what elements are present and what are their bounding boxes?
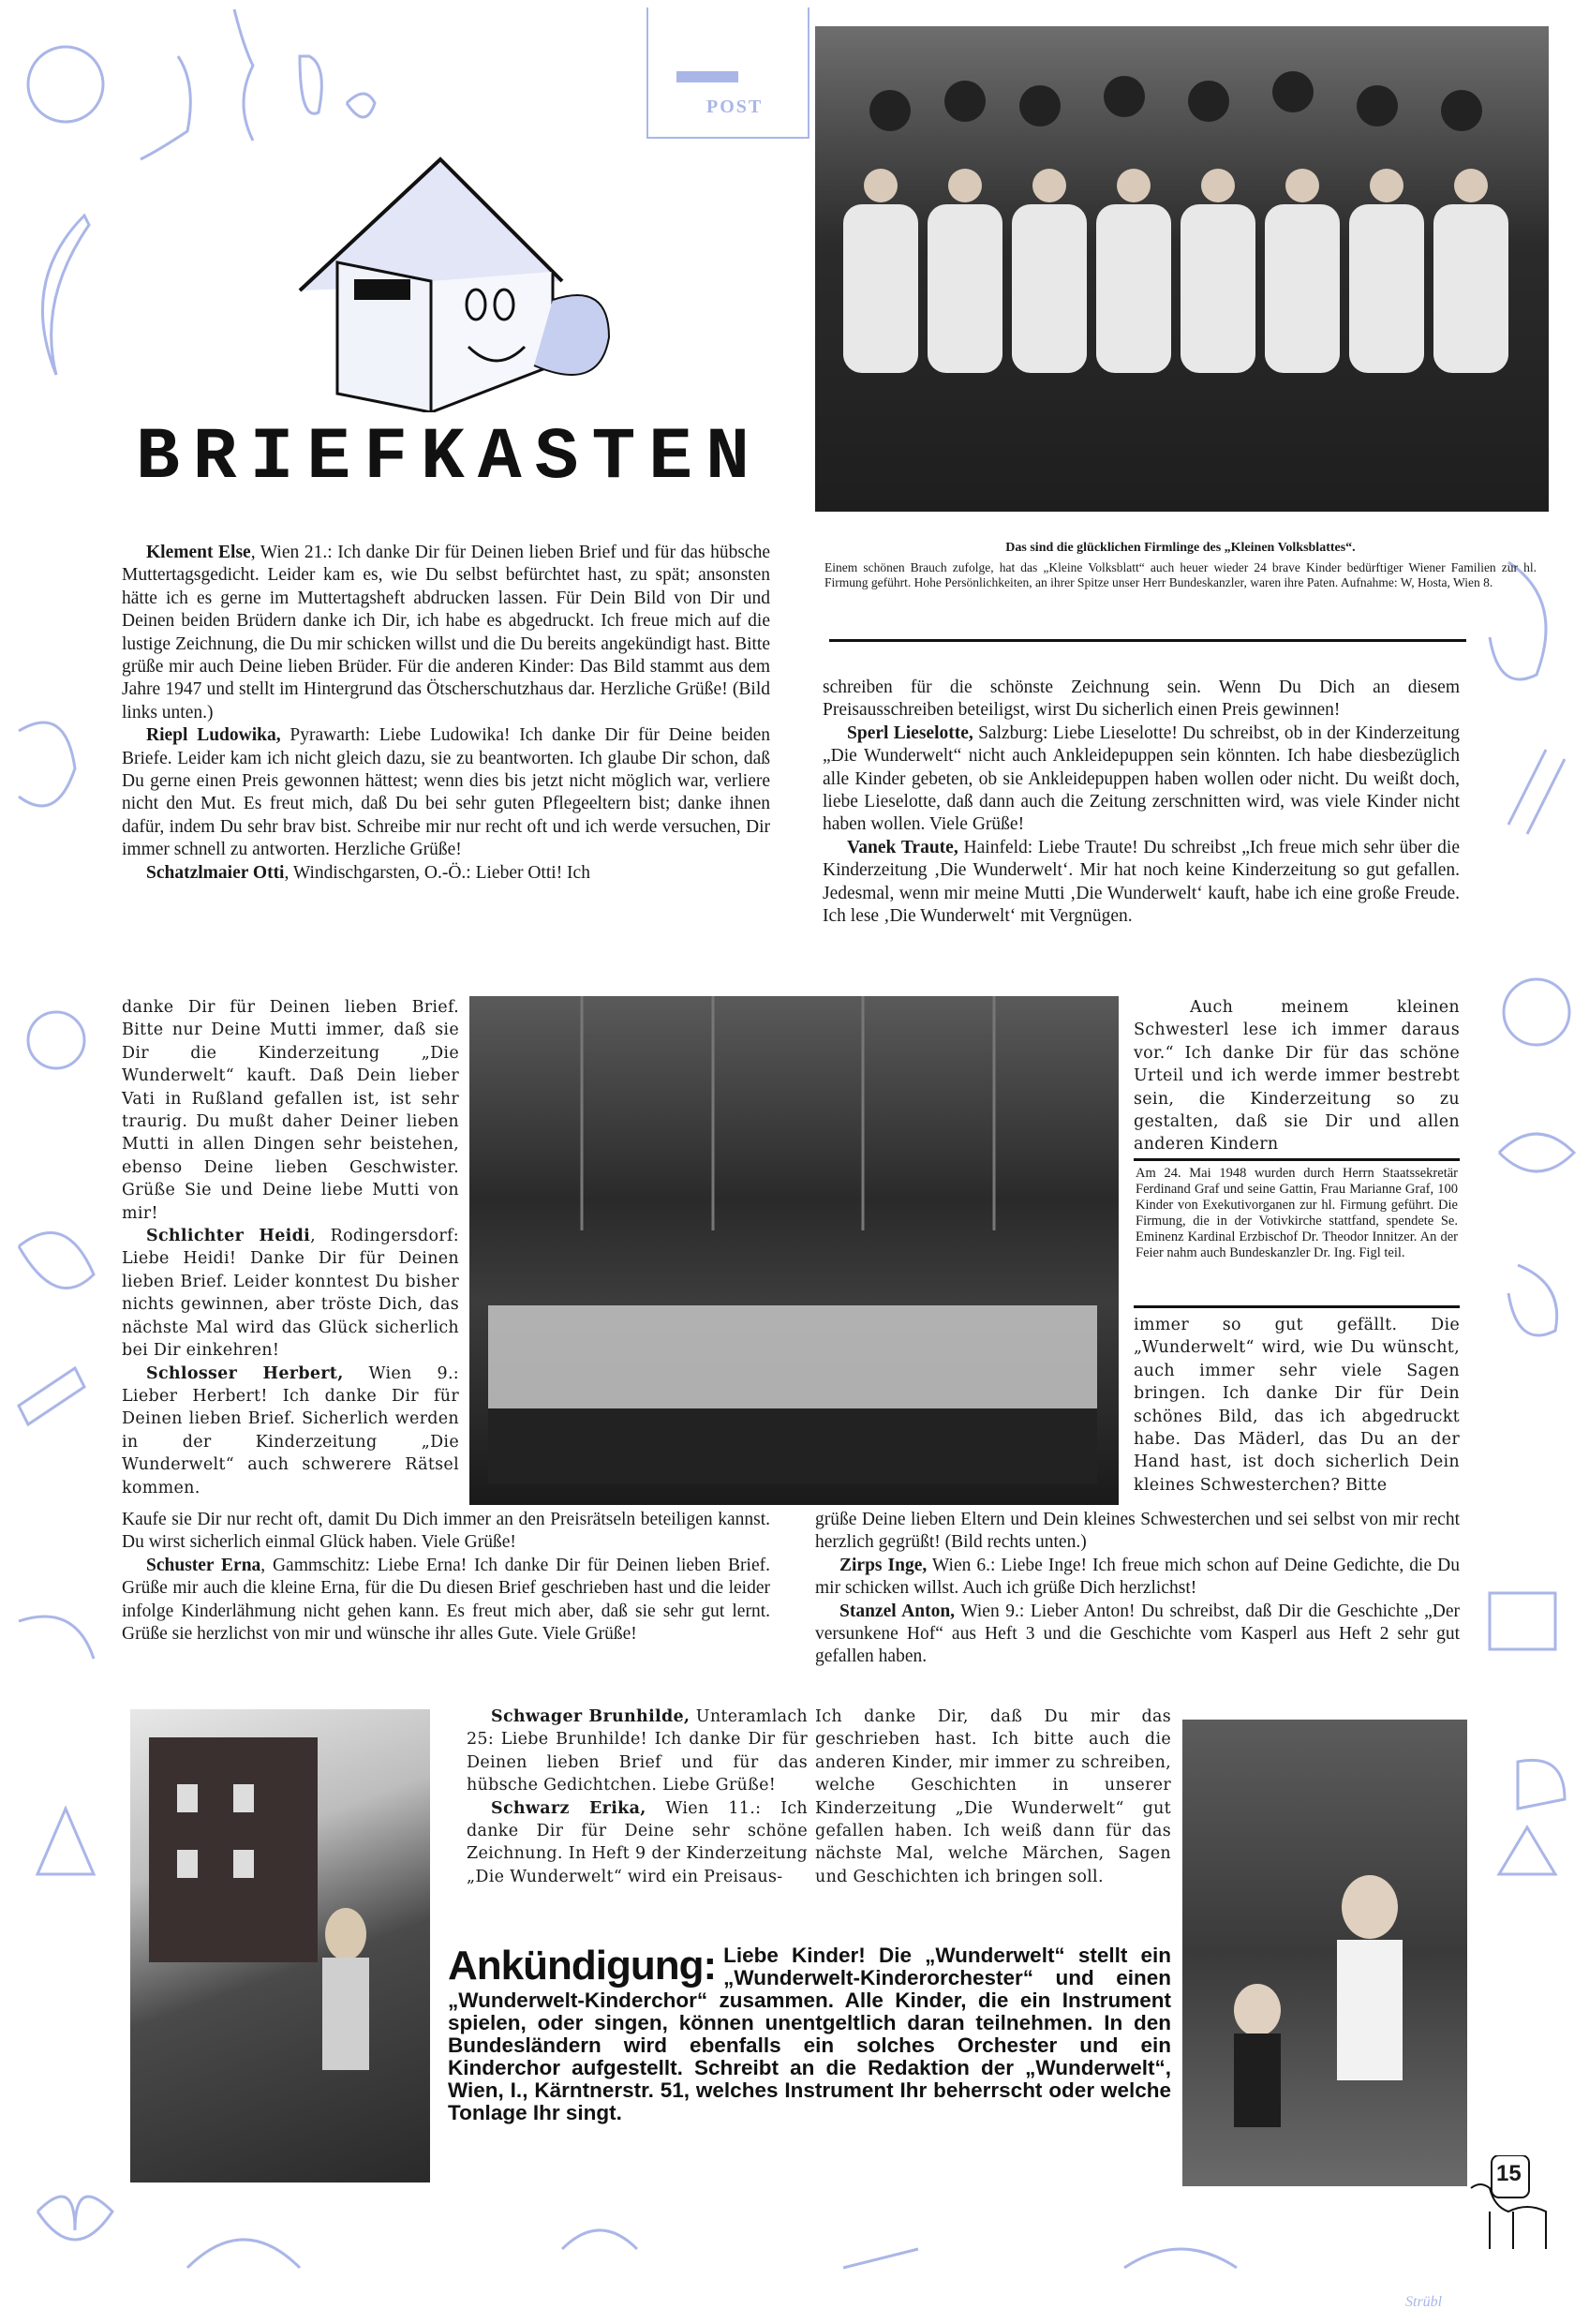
- letter-sender: Schatzlmaier Otti: [146, 862, 285, 883]
- rabbit-doodle-icon: [234, 9, 253, 141]
- letter: [122, 724, 770, 861]
- letter-sender: Schlosser Herbert,: [146, 1363, 344, 1383]
- siblings-photo: [1182, 1720, 1467, 2186]
- letter-body: , Windischgarsten, O.-Ö.: Lieber Otti! Ich: [284, 862, 590, 883]
- letter-sender: Stanzel Anton,: [839, 1601, 956, 1621]
- letter-body: Pyrawarth: Liebe Ludowika! Ich danke Dir für Deine beiden Briefe. Leider kam ich nicht gleich dazu, sie zu beantworten. Ich glaube Dir schon, daß Du gerne einen Preis gewonnen hättest; wenn dies bis jetzt nicht möglich war, verliere nicht den Mut. Es freut mich, daß Du bei sehr guten Pflegeeltern bist; danke ihnen dafür, indem Du sehr brav bist. Schreibe mir nur recht oft und ich werde versuchen, Dir immer schnell zu antworten. Herzliche Grüße!: [122, 725, 770, 860]
- letter-body: , Gammschitz: Liebe Erna! Ich danke Dir für Deinen lieben Brief. Grüße mir auch die kleine Erna, für die Du diesen Brief geschrieben hast und die leider infolge Kinderlähmung nicht gehen kann. Es freut mich aber, daß sie sehr gut lernt. Grüße sie herzlichst von mir und wünsche ihr alles Gute. Viele Grüße!: [122, 1555, 770, 1645]
- announcement-heading: Ankündigung:: [448, 1943, 717, 1989]
- mail-slot: [676, 71, 738, 82]
- gnome-doodle-icon: [28, 47, 103, 122]
- photo-figures: [1182, 1720, 1467, 2186]
- post-box-sign: [646, 7, 809, 139]
- pencils-doodle-icon: [1508, 750, 1565, 834]
- letter-sender: Klement Else: [146, 543, 251, 562]
- letters-right-wide: [815, 1509, 1460, 1669]
- letter-sender: Schuster Erna: [146, 1555, 261, 1575]
- dwarf-doodle-icon: [1499, 1827, 1555, 1874]
- letter: [815, 1509, 1460, 1555]
- letter: [122, 996, 459, 1225]
- letter-body: Wien 9.: Lieber Anton! Du schreibst, daß Dir die Geschichte „Der versunkene Hof“ aus Heft 3 und die Geschichte vom Kasperl aus Heft 2 sehr gut gefallen haben.: [815, 1601, 1460, 1667]
- beetle-doodle-icon: [300, 56, 321, 113]
- letter-sender: Schlichter Heidi: [146, 1227, 311, 1246]
- duck-doodle-icon: [1508, 1265, 1557, 1335]
- post-label: POST: [706, 97, 764, 117]
- letter: [122, 1509, 770, 1555]
- announcement: [448, 1944, 1171, 2124]
- frog-doodle-icon: [19, 723, 75, 806]
- letter: [815, 1601, 1460, 1669]
- letters-left-narrow: [122, 996, 459, 1499]
- letters-middle-bottom: [467, 1706, 808, 1888]
- letter: [122, 862, 770, 885]
- turtle-doodle-icon: [1504, 979, 1569, 1045]
- gnome-bottom-doodle-icon: [37, 1809, 94, 1874]
- letter-body: Auch meinem kleinen Schwesterl lese ich immer daraus vor.“ Ich danke Dir für das schöne Urteil und ich werde immer bestrebt sein, die Kinderzeitung so zu gestalten, daß sie Dir und allen anderen Kindern: [1134, 998, 1460, 1155]
- church-photo-caption: Am 24. Mai 1948 wurden durch Herrn Staatssekretär Ferdinand Graf und seine Gattin, Frau Marianne Graf, 100 Kinder von Exekutivorganen zur hl. Firmung geführt. Die Firmung, die in der Votivkirche stattfand, spendete Se. Eminenz Kardinal Erzbischof Dr. Theodor Innitzer. An der Feier nahm auch Bundeskanzler Dr. Ing. Figl teil.: [1136, 1166, 1458, 1260]
- letter-sender: Riepl Ludowika,: [146, 725, 281, 746]
- elephant-doodle-icon: [1518, 1760, 1565, 1809]
- letter: [122, 1363, 459, 1499]
- letter-body: Wien 6.: Liebe Inge! Ich freue mich schon auf Deine Gedichte, die Du mir schicken willst. Auch ich grüße Dich herzlichst!: [815, 1555, 1460, 1599]
- votivkirche-group-photo: [469, 996, 1119, 1505]
- letter-body: Unteramlach 25: Liebe Brunhilde! Ich danke Dir für Deinen lieben Brief und für das hübsche Gedichtchen. Liebe Grüße!: [467, 1707, 808, 1795]
- artist-signature: Strübl: [1405, 2294, 1443, 2310]
- letter: [467, 1706, 808, 1797]
- moon-doodle-icon: [42, 216, 89, 375]
- butterfly-doodle-icon: [37, 2197, 112, 2240]
- letter-sender: Sperl Lieselotte,: [847, 723, 973, 743]
- letter-body: schreiben für die schönste Zeichnung sein. Wenn Du Dich an diesem Preisausschreiben beteiligst, wirst Du sicherlich einen Preis gewinnen!: [823, 678, 1460, 721]
- ink-pot-doodle-icon: [28, 1012, 84, 1068]
- page-number: 15: [1496, 2161, 1522, 2186]
- letter-body: , Wien 21.: Ich danke Dir für Deinen lieben Brief und für das hübsche Muttertagsgedicht. Leider kam es, wie Du selbst befürchtet hast, zu spät; ansonsten hätte ich es gerne im Muttertagsheft abdrucken lassen. Für Dein Bild von Dir und Deinen beiden Brüdern danke ich Dir, ich habe es abgedruckt. Ich freue mich auf die lustige Zeichnung, die Du mir schicken willst und die Du bereits angekündigt hast. Bitte grüße mir auch Deine lieben Brüder. Für die anderen Kinder: Das Bild stammt aus dem Jahre 1947 und stellt im Hintergrund das Ötscherschutzhaus dar. Herzliche Grüße! (Bild links unten.): [122, 543, 770, 723]
- announcement-text: Liebe Kinder! Die „Wunderwelt“ stellt ein „Wunderwelt-Kinderorchester“ und einen „Wunderwelt-Kinderchor“ zusammen. Alle Kinder, die ein Instrument spielen, oder singen, können unentgeltlich daran teilnehmen. In den Bundesländern wird ebenfalls ein solches Orchester und ein Kinderchor aufgestellt. Schreibt an die Redaktion der „Wunderwelt“, Wien, I., Kärntnerstr. 51, welches Instrument Ihr beherrscht oder welche Tonlage Ihr singt.: [448, 1944, 1171, 2124]
- letter: [122, 542, 770, 724]
- confirmation-group-photo: [815, 26, 1549, 512]
- letter: [823, 677, 1460, 723]
- letters-right-bottom: [815, 1706, 1171, 1888]
- letter: [823, 837, 1460, 929]
- divider: [1134, 1305, 1460, 1308]
- letter-sender: Schwarz Erika,: [491, 1798, 646, 1818]
- scroll-doodle-icon: [19, 1368, 84, 1424]
- letter-body: Wien 9.: Lieber Herbert! Ich danke Dir für Deinen lieben Brief. Sicherlich werden in der Kinderzeitung „Die Wunderwelt“ auch schwerere Rätsel kommen.: [122, 1363, 459, 1497]
- letters-right-narrow-2: [1134, 1314, 1460, 1497]
- letter: [815, 1706, 1171, 1888]
- horn-doodle-icon: [1499, 1134, 1574, 1171]
- letters-left-bottom: [122, 1509, 770, 1646]
- letter-body: grüße Deine lieben Eltern und Dein kleines Schwesterchen und sei selbst von mir recht herzlich gegrüßt! (Bild rechts unten.): [815, 1510, 1460, 1553]
- letter: [467, 1797, 808, 1889]
- letter-sender: Vanek Traute,: [847, 837, 958, 857]
- bird-doodle-icon: [347, 94, 375, 117]
- letter-body: , Rodingersdorf: Liebe Heidi! Danke Dir für Deinen lieben Brief. Leider konntest Du bisher nichts gewinnen, aber tröste Dich, das nächste Mal wird das Glück sicherlich bei Dir einkehren!: [122, 1227, 459, 1361]
- photo-figures: [130, 1709, 430, 2182]
- photo-figures: [469, 996, 1119, 1505]
- letter: [823, 723, 1460, 837]
- divider: [829, 639, 1466, 642]
- top-photo-caption: Einem schönen Brauch zufolge, hat das „Kleine Volksblatt“ auch heuer wieder 24 brave Kinder bedürftiger Wiener Familien zur hl. Firmung geführt. Hohe Persönlichkeiten, an ihrer Spitze unser Herr Bundeskanzler, waren ihre Paten. Aufnahme: W, Hosta, Wien 8.: [824, 560, 1537, 589]
- insects-bottom-doodle-icon: [187, 2230, 1237, 2268]
- letter-body: danke Dir für Deinen lieben Brief. Bitte nur Deine Mutti immer, daß sie Dir die Kinderzeitung „Die Wunderwelt“ kauft. Daß Dein lieber Vati in Rußland gefallen ist, ist sehr traurig. Du mußt daher Deiner lieben Mutti in allen Dingen sehr beistehen, ebenso Deine lieben Geschwister. Grüße Sie und Deine liebe Mutti von mir!: [122, 998, 459, 1223]
- letter: [815, 1555, 1460, 1601]
- oetscherschutzhaus-photo: [130, 1709, 430, 2182]
- page-title: BRIEFKASTEN: [136, 417, 763, 499]
- letter: [122, 1555, 770, 1646]
- letter-body: Ich danke Dir, daß Du mir das geschrieben hast. Ich bitte auch die anderen Kinder, mir immer zu schreiben, welche Geschichten in unserer Kinderzeitung „Die Wunderwelt“ gut gefallen haben. Ich weiß dann für das nächste Mal, welche Märchen, Sagen und Geschichten ich bringen soll.: [815, 1707, 1171, 1886]
- stamp-doodle-icon: [1490, 1593, 1555, 1649]
- letter-body: Kaufe sie Dir nur recht oft, damit Du Dich immer an den Preisrätseln beteiligen kannst. Du wirst sicherlich einmal Glück haben. Viele Grüße!: [122, 1510, 770, 1553]
- letter-body: Wien 11.: Ich danke Dir für Deine sehr schöne Zeichnung. In Heft 9 der Kinderzeitung „Die Wunderwelt“ wird ein Preisaus-: [467, 1798, 808, 1886]
- letter-sender: Zirps Inge,: [839, 1555, 928, 1575]
- fox-doodle-icon: [19, 1616, 94, 1659]
- letter: [1134, 1314, 1460, 1497]
- letter-body: immer so gut gefällt. Die „Wunderwelt“ wird, wie Du wünscht, auch immer sehr viele Sagen bringen. Ich danke Dir für Dein schönes Bild, das ich abgedruckt habe. Das Mäderl, das Du an der Hand hast, ist doch sicherlich Dein kleines Schwesterchen? Bitte: [1134, 1316, 1460, 1495]
- letter-body: Salzburg: Liebe Lieselotte! Du schreibst, ob in der Kinderzeitung „Die Wunderwelt“ nicht auch Ankleidepuppen sein könnten. Ich habe diesbezüglich alle Kinder gebeten, ob sie Ankleidepuppen haben wollen oder nicht. Du weißt doch, liebe Lieselotte, daß dann auch die Zeitung zerschnitten wird, was viele Kinder nicht haben wollen. Viele Grüße!: [823, 723, 1460, 835]
- letters-right-top: [823, 677, 1460, 928]
- mouse-doodle-icon: [141, 56, 190, 159]
- top-photo-caption-title: Das sind die glücklichen Firmlinge des „Kleinen Volksblattes“.: [1005, 541, 1356, 555]
- letter: [1134, 996, 1460, 1156]
- letters-right-narrow-1: [1134, 996, 1460, 1156]
- rooster-doodle-icon: [19, 1232, 94, 1288]
- mailbox-house-illustration: [244, 141, 675, 412]
- letter-sender: Schwager Brunhilde,: [491, 1707, 691, 1726]
- divider: [1134, 1158, 1460, 1161]
- letter-body: Hainfeld: Liebe Traute! Du schreibst „Ich freue mich sehr über die Kinderzeitung ‚Die Wunderwelt‘. Mir hat noch keine Kinderzeitung so gut gefallen. Jedesmal, wenn mir meine Mutti ‚Die Wunderwelt‘ kauft, habe ich eine große Freude. Ich lese ‚Die Wunderwelt‘ mit Vergnügen.: [823, 837, 1460, 927]
- letters-left-top: [122, 542, 770, 885]
- letter: [122, 1225, 459, 1362]
- photo-figures: [815, 26, 1549, 512]
